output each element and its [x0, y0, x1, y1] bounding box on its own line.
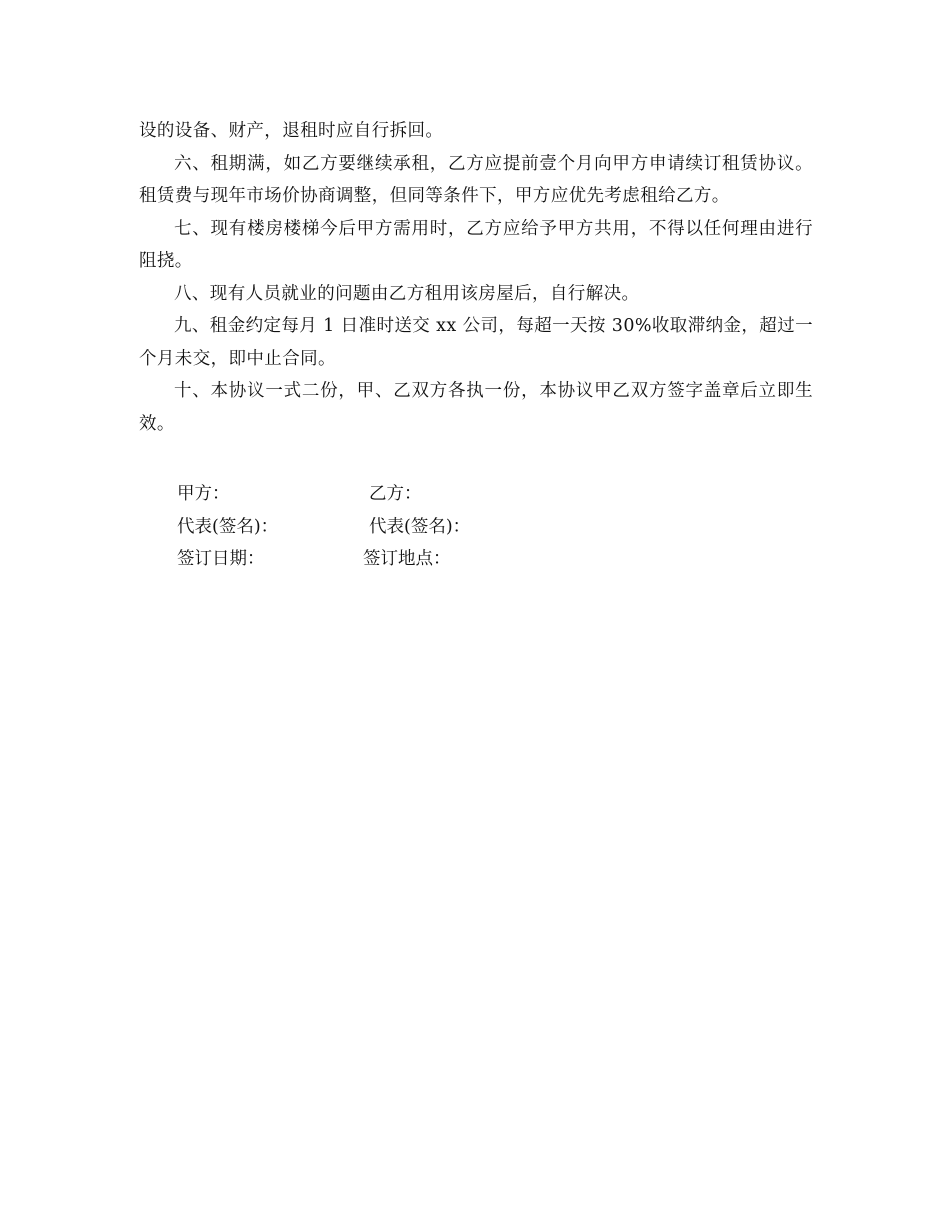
signing-place-label: 签订地点： — [363, 549, 451, 569]
representative-a-label: 代表(签名)： — [177, 516, 279, 537]
paragraph-clause-8: 八、现有人员就业的问题由乙方租用该房屋后，自行解决。 — [174, 283, 640, 304]
paragraph-clause-10: 十、本协议一式二份，甲、乙双方各执一份，本协议甲乙双方签字盖章后立即生效。 — [139, 381, 813, 434]
signature-row-representatives — [177, 511, 777, 544]
paragraph-clause-6: 六、租期满，如乙方要继续承租，乙方应提前壹个月向甲方申请续订租赁协议。租赁费与现年市场价协商调整，但同等条件下，甲方应优先考虑租给乙方。 — [139, 153, 813, 206]
document-body — [139, 115, 813, 440]
party-a-label: 甲方： — [177, 484, 230, 504]
signature-block — [177, 478, 777, 576]
signature-row-date-place — [177, 543, 777, 576]
paragraph-clause-7: 七、现有楼房楼梯今后甲方需用时，乙方应给予甲方共用，不得以任何理由进行阻挠。 — [139, 218, 813, 271]
paragraph-continuation: 设的设备、财产，退租时应自行拆回。 — [139, 121, 444, 141]
representative-b-label: 代表(签名)： — [369, 516, 471, 537]
paragraph-clause-9: 九、租金约定每月 1 日准时送交 xx 公司，每超一天按 30%收取滞纳金，超过一个月未交，即中止合同。 — [139, 316, 813, 369]
signature-row-parties — [177, 478, 777, 511]
party-b-label: 乙方： — [369, 484, 422, 504]
signing-date-label: 签订日期： — [177, 549, 265, 569]
